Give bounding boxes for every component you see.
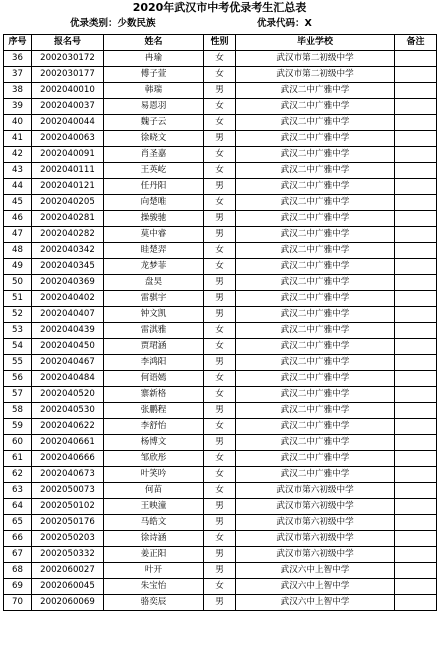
- cell-remark: [395, 259, 437, 275]
- table-row: [4, 579, 437, 595]
- cell-index: 48: [4, 243, 32, 259]
- cell-index: 58: [4, 403, 32, 419]
- table-row: [4, 563, 437, 579]
- cell-name: 何语嫣: [104, 371, 204, 387]
- table-row: [4, 323, 437, 339]
- cell-gender: 女: [204, 579, 236, 595]
- cell-gender: 男: [204, 131, 236, 147]
- cell-index: 40: [4, 115, 32, 131]
- cell-index: 68: [4, 563, 32, 579]
- cell-gender: 男: [204, 595, 236, 611]
- cell-reg-no: 2002050102: [32, 499, 104, 515]
- cell-remark: [395, 435, 437, 451]
- header-school: 毕业学校: [236, 35, 395, 51]
- cell-name: 寨新格: [104, 387, 204, 403]
- cell-name: 冉瑜: [104, 51, 204, 67]
- cell-index: 39: [4, 99, 32, 115]
- cell-school: 武汉二中广雅中学: [236, 99, 395, 115]
- cell-name: 马皓文: [104, 515, 204, 531]
- table-row: [4, 115, 437, 131]
- cell-school: 武汉二中广雅中学: [236, 291, 395, 307]
- cell-school: 武汉二中广雅中学: [236, 83, 395, 99]
- cell-index: 64: [4, 499, 32, 515]
- cell-reg-no: 2002040467: [32, 355, 104, 371]
- cell-gender: 男: [204, 547, 236, 563]
- cell-index: 52: [4, 307, 32, 323]
- cell-school: 武汉六中上智中学: [236, 579, 395, 595]
- header-gender: 性别: [204, 35, 236, 51]
- cell-index: 53: [4, 323, 32, 339]
- table-row: [4, 371, 437, 387]
- cell-gender: 女: [204, 51, 236, 67]
- header-reg-no: 报名号: [32, 35, 104, 51]
- cell-remark: [395, 67, 437, 83]
- cell-index: 60: [4, 435, 32, 451]
- cell-name: 叶笑吟: [104, 467, 204, 483]
- table-row: [4, 595, 437, 611]
- table-row: [4, 275, 437, 291]
- cell-reg-no: 2002040484: [32, 371, 104, 387]
- cell-gender: 女: [204, 163, 236, 179]
- cell-reg-no: 2002040091: [32, 147, 104, 163]
- cell-school: 武汉二中广雅中学: [236, 387, 395, 403]
- cell-reg-no: 2002040281: [32, 211, 104, 227]
- cell-remark: [395, 371, 437, 387]
- cell-gender: 女: [204, 147, 236, 163]
- category-label: 优录类别：少数民族: [70, 18, 156, 29]
- cell-remark: [395, 115, 437, 131]
- cell-remark: [395, 179, 437, 195]
- cell-school: 武汉二中广雅中学: [236, 355, 395, 371]
- cell-school: 武汉二中广雅中学: [236, 259, 395, 275]
- table-row: [4, 195, 437, 211]
- cell-gender: 男: [204, 563, 236, 579]
- cell-name: 徐诗涵: [104, 531, 204, 547]
- cell-reg-no: 2002040439: [32, 323, 104, 339]
- cell-school: 武汉二中广雅中学: [236, 339, 395, 355]
- cell-name: 骆奕辰: [104, 595, 204, 611]
- header-index: 序号: [4, 35, 32, 51]
- cell-index: 54: [4, 339, 32, 355]
- code-label: 优录代码：X: [257, 18, 312, 29]
- cell-reg-no: 2002040037: [32, 99, 104, 115]
- cell-reg-no: 2002040520: [32, 387, 104, 403]
- cell-index: 47: [4, 227, 32, 243]
- cell-name: 韩瑞: [104, 83, 204, 99]
- cell-reg-no: 2002040010: [32, 83, 104, 99]
- cell-remark: [395, 483, 437, 499]
- cell-remark: [395, 403, 437, 419]
- cell-name: 肖圣嘉: [104, 147, 204, 163]
- table-row: [4, 227, 437, 243]
- cell-reg-no: 2002040673: [32, 467, 104, 483]
- cell-school: 武汉市第六初级中学: [236, 515, 395, 531]
- cell-index: 62: [4, 467, 32, 483]
- cell-remark: [395, 579, 437, 595]
- cell-remark: [395, 563, 437, 579]
- cell-name: 朱宝怡: [104, 579, 204, 595]
- table-row: [4, 291, 437, 307]
- cell-name: 龙梦菲: [104, 259, 204, 275]
- cell-reg-no: 2002040661: [32, 435, 104, 451]
- cell-remark: [395, 547, 437, 563]
- cell-remark: [395, 307, 437, 323]
- cell-school: 武汉二中广雅中学: [236, 371, 395, 387]
- cell-remark: [395, 451, 437, 467]
- cell-name: 叶开: [104, 563, 204, 579]
- cell-remark: [395, 163, 437, 179]
- cell-reg-no: 2002050176: [32, 515, 104, 531]
- cell-reg-no: 2002060045: [32, 579, 104, 595]
- cell-name: 莫中睿: [104, 227, 204, 243]
- cell-index: 37: [4, 67, 32, 83]
- cell-gender: 女: [204, 339, 236, 355]
- cell-name: 何苗: [104, 483, 204, 499]
- cell-school: 武汉市第六初级中学: [236, 483, 395, 499]
- cell-index: 51: [4, 291, 32, 307]
- cell-school: 武汉市第六初级中学: [236, 547, 395, 563]
- cell-reg-no: 2002050073: [32, 483, 104, 499]
- cell-index: 70: [4, 595, 32, 611]
- cell-index: 36: [4, 51, 32, 67]
- cell-name: 眭楚羿: [104, 243, 204, 259]
- table-row: [4, 547, 437, 563]
- table-row: [4, 483, 437, 499]
- cell-school: 武汉二中广雅中学: [236, 467, 395, 483]
- cell-index: 63: [4, 483, 32, 499]
- cell-gender: 女: [204, 195, 236, 211]
- table-row: [4, 211, 437, 227]
- cell-school: 武汉六中上智中学: [236, 595, 395, 611]
- cell-remark: [395, 595, 437, 611]
- cell-reg-no: 2002030172: [32, 51, 104, 67]
- cell-gender: 男: [204, 499, 236, 515]
- table-row: [4, 499, 437, 515]
- cell-remark: [395, 339, 437, 355]
- cell-name: 贾珺涵: [104, 339, 204, 355]
- cell-name: 姜正阳: [104, 547, 204, 563]
- cell-gender: 女: [204, 99, 236, 115]
- cell-index: 69: [4, 579, 32, 595]
- cell-index: 50: [4, 275, 32, 291]
- cell-reg-no: 2002040044: [32, 115, 104, 131]
- cell-reg-no: 2002040450: [32, 339, 104, 355]
- table-row: [4, 179, 437, 195]
- table-row: [4, 259, 437, 275]
- cell-remark: [395, 419, 437, 435]
- cell-reg-no: 2002050332: [32, 547, 104, 563]
- cell-gender: 女: [204, 467, 236, 483]
- cell-school: 武汉六中上智中学: [236, 563, 395, 579]
- cell-gender: 男: [204, 83, 236, 99]
- header-remark: 备注: [395, 35, 437, 51]
- cell-name: 傅子萱: [104, 67, 204, 83]
- table-row: [4, 339, 437, 355]
- cell-name: 张鹏程: [104, 403, 204, 419]
- cell-gender: 女: [204, 115, 236, 131]
- cell-index: 57: [4, 387, 32, 403]
- cell-gender: 男: [204, 515, 236, 531]
- table-row: [4, 387, 437, 403]
- cell-school: 武汉二中广雅中学: [236, 211, 395, 227]
- cell-remark: [395, 131, 437, 147]
- table-row: [4, 51, 437, 67]
- cell-reg-no: 2002040121: [32, 179, 104, 195]
- cell-remark: [395, 291, 437, 307]
- cell-gender: 男: [204, 307, 236, 323]
- cell-school: 武汉二中广雅中学: [236, 115, 395, 131]
- cell-name: 易恩羽: [104, 99, 204, 115]
- cell-index: 56: [4, 371, 32, 387]
- cell-name: 雷骐宇: [104, 291, 204, 307]
- cell-name: 李鸿阳: [104, 355, 204, 371]
- cell-remark: [395, 467, 437, 483]
- cell-school: 武汉市第二初级中学: [236, 51, 395, 67]
- cell-name: 杨博文: [104, 435, 204, 451]
- cell-school: 武汉二中广雅中学: [236, 435, 395, 451]
- cell-gender: 男: [204, 291, 236, 307]
- cell-gender: 男: [204, 355, 236, 371]
- table-row: [4, 531, 437, 547]
- cell-gender: 女: [204, 243, 236, 259]
- cell-remark: [395, 387, 437, 403]
- cell-gender: 男: [204, 403, 236, 419]
- cell-gender: 女: [204, 387, 236, 403]
- cell-name: 钟文凯: [104, 307, 204, 323]
- cell-school: 武汉二中广雅中学: [236, 179, 395, 195]
- cell-name: 盘昊: [104, 275, 204, 291]
- cell-index: 66: [4, 531, 32, 547]
- header-name: 姓名: [104, 35, 204, 51]
- table-row: [4, 355, 437, 371]
- cell-school: 武汉二中广雅中学: [236, 403, 395, 419]
- cell-reg-no: 2002040407: [32, 307, 104, 323]
- table-row: [4, 131, 437, 147]
- cell-name: 任丹阳: [104, 179, 204, 195]
- cell-index: 59: [4, 419, 32, 435]
- cell-index: 38: [4, 83, 32, 99]
- cell-remark: [395, 243, 437, 259]
- cell-remark: [395, 83, 437, 99]
- cell-name: 向楚唯: [104, 195, 204, 211]
- cell-index: 43: [4, 163, 32, 179]
- cell-remark: [395, 211, 437, 227]
- cell-reg-no: 2002050203: [32, 531, 104, 547]
- cell-school: 武汉二中广雅中学: [236, 323, 395, 339]
- cell-school: 武汉市第二初级中学: [236, 67, 395, 83]
- table-row: [4, 163, 437, 179]
- cell-remark: [395, 323, 437, 339]
- cell-reg-no: 2002040402: [32, 291, 104, 307]
- cell-name: 李舒怡: [104, 419, 204, 435]
- cell-name: 徐晓文: [104, 131, 204, 147]
- cell-name: 王英屹: [104, 163, 204, 179]
- cell-reg-no: 2002060027: [32, 563, 104, 579]
- cell-gender: 女: [204, 451, 236, 467]
- cell-index: 65: [4, 515, 32, 531]
- table-row: [4, 451, 437, 467]
- cell-name: 魏子云: [104, 115, 204, 131]
- cell-school: 武汉二中广雅中学: [236, 131, 395, 147]
- cell-remark: [395, 147, 437, 163]
- cell-reg-no: 2002040666: [32, 451, 104, 467]
- table-row: [4, 419, 437, 435]
- cell-remark: [395, 499, 437, 515]
- cell-index: 49: [4, 259, 32, 275]
- cell-reg-no: 2002060069: [32, 595, 104, 611]
- cell-name: 雷淇雅: [104, 323, 204, 339]
- table-row: [4, 99, 437, 115]
- cell-gender: 女: [204, 259, 236, 275]
- cell-reg-no: 2002040342: [32, 243, 104, 259]
- cell-gender: 女: [204, 419, 236, 435]
- cell-gender: 男: [204, 227, 236, 243]
- cell-school: 武汉二中广雅中学: [236, 195, 395, 211]
- cell-reg-no: 2002040282: [32, 227, 104, 243]
- cell-school: 武汉二中广雅中学: [236, 163, 395, 179]
- cell-index: 45: [4, 195, 32, 211]
- cell-reg-no: 2002040205: [32, 195, 104, 211]
- table-row: [4, 307, 437, 323]
- cell-remark: [395, 355, 437, 371]
- cell-school: 武汉二中广雅中学: [236, 451, 395, 467]
- cell-school: 武汉市第六初级中学: [236, 499, 395, 515]
- table-row: [4, 83, 437, 99]
- cell-remark: [395, 51, 437, 67]
- cell-index: 61: [4, 451, 32, 467]
- cell-school: 武汉二中广雅中学: [236, 275, 395, 291]
- cell-gender: 女: [204, 483, 236, 499]
- cell-index: 42: [4, 147, 32, 163]
- cell-index: 46: [4, 211, 32, 227]
- cell-remark: [395, 195, 437, 211]
- cell-reg-no: 2002040345: [32, 259, 104, 275]
- cell-school: 武汉二中广雅中学: [236, 227, 395, 243]
- cell-gender: 男: [204, 211, 236, 227]
- cell-school: 武汉二中广雅中学: [236, 243, 395, 259]
- table-row: [4, 467, 437, 483]
- cell-school: 武汉二中广雅中学: [236, 419, 395, 435]
- cell-gender: 女: [204, 531, 236, 547]
- table-row: [4, 67, 437, 83]
- cell-gender: 男: [204, 435, 236, 451]
- cell-gender: 男: [204, 275, 236, 291]
- cell-reg-no: 2002040530: [32, 403, 104, 419]
- cell-reg-no: 2002040369: [32, 275, 104, 291]
- cell-reg-no: 2002040063: [32, 131, 104, 147]
- cell-remark: [395, 227, 437, 243]
- table-row: [4, 243, 437, 259]
- cell-name: 邹欣彤: [104, 451, 204, 467]
- page-title: 2020年武汉市中考优录考生汇总表: [132, 1, 307, 14]
- cell-index: 44: [4, 179, 32, 195]
- candidates-table: [3, 34, 437, 611]
- cell-remark: [395, 515, 437, 531]
- cell-index: 67: [4, 547, 32, 563]
- cell-name: 操骏驰: [104, 211, 204, 227]
- cell-gender: 女: [204, 323, 236, 339]
- cell-reg-no: 2002040111: [32, 163, 104, 179]
- cell-remark: [395, 99, 437, 115]
- cell-reg-no: 2002030177: [32, 67, 104, 83]
- cell-index: 41: [4, 131, 32, 147]
- table-header-row: [4, 35, 437, 51]
- cell-remark: [395, 531, 437, 547]
- cell-school: 武汉二中广雅中学: [236, 147, 395, 163]
- table-row: [4, 515, 437, 531]
- table-row: [4, 147, 437, 163]
- cell-school: 武汉市第六初级中学: [236, 531, 395, 547]
- cell-gender: 女: [204, 67, 236, 83]
- cell-name: 王映潼: [104, 499, 204, 515]
- cell-gender: 男: [204, 179, 236, 195]
- cell-gender: 女: [204, 371, 236, 387]
- cell-remark: [395, 275, 437, 291]
- cell-school: 武汉二中广雅中学: [236, 307, 395, 323]
- cell-reg-no: 2002040622: [32, 419, 104, 435]
- table-row: [4, 435, 437, 451]
- cell-index: 55: [4, 355, 32, 371]
- table-row: [4, 403, 437, 419]
